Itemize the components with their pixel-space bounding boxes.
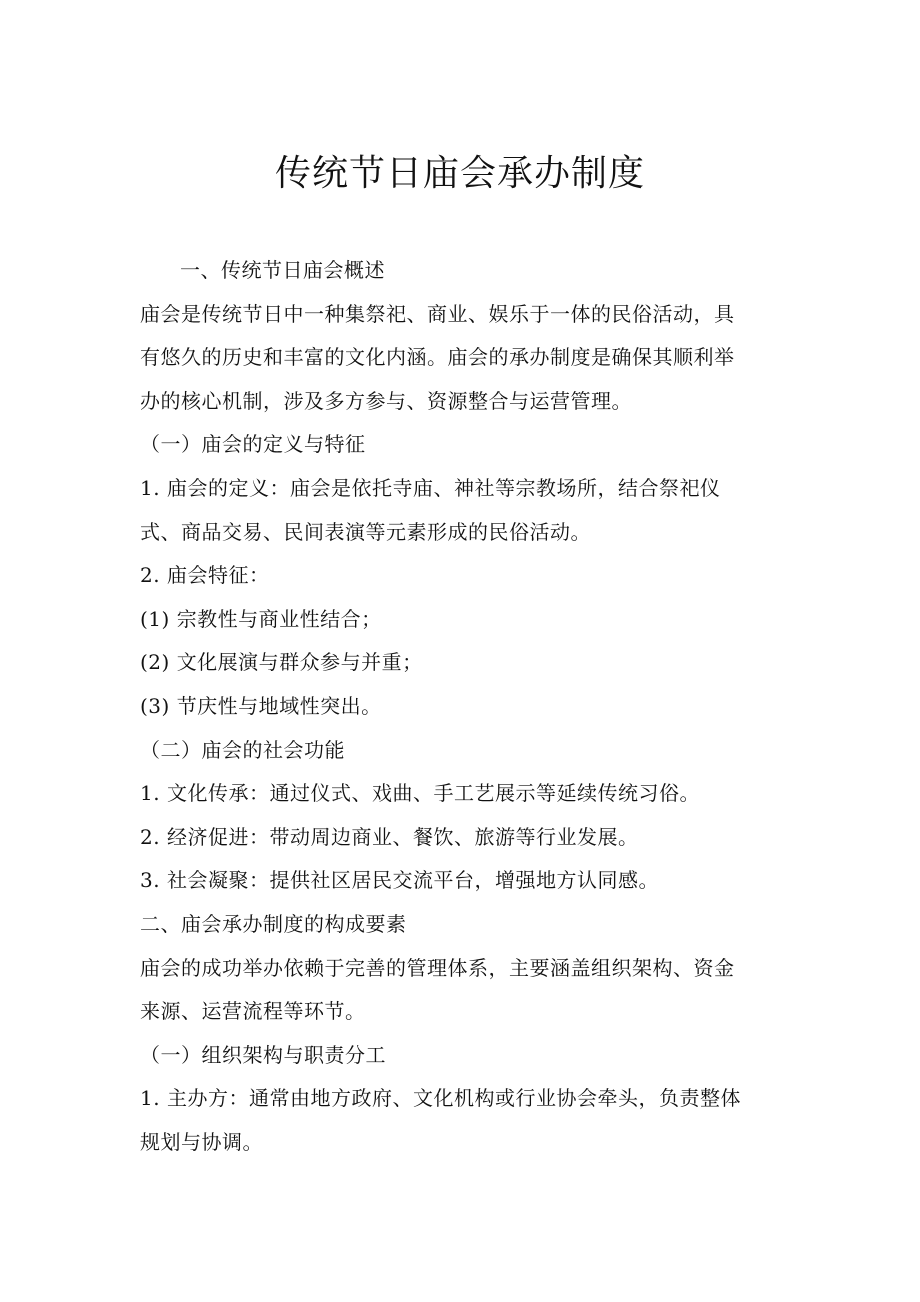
sub-list-item: (2) 文化展演与群众参与并重； (140, 650, 423, 675)
paragraph-line: 办的核心机制，涉及多方参与、资源整合与运营管理。 (140, 388, 632, 413)
paragraph-line: 来源、运营流程等环节。 (140, 999, 366, 1024)
paragraph-line: 庙会是传统节日中一种集祭祀、商业、娱乐于一体的民俗活动，具 (140, 301, 735, 326)
list-item: 2. 经济促进：带动周边商业、餐饮、旅游等行业发展。 (140, 824, 639, 849)
sub-list-item: (3) 节庆性与地域性突出。 (140, 693, 382, 718)
list-item-continuation: 式、商品交易、民间表演等元素形成的民俗活动。 (140, 519, 591, 544)
sub-list-item: (1) 宗教性与商业性结合； (140, 606, 382, 631)
list-item: 2. 庙会特征： (140, 563, 270, 588)
section-heading: 一、传统节日庙会概述 (180, 258, 385, 282)
list-item: 1. 庙会的定义：庙会是依托寺庙、神社等宗教场所，结合祭祀仪 (140, 475, 721, 500)
paragraph-line: 庙会的成功举办依赖于完善的管理体系，主要涵盖组织架构、资金 (140, 955, 735, 980)
document-body (140, 249, 784, 1164)
list-item: 3. 社会凝聚：提供社区居民交流平台，增强地方认同感。 (140, 868, 659, 893)
section-heading: 二、庙会承办制度的构成要素 (140, 911, 407, 936)
paragraph-line: 有悠久的历史和丰富的文化内涵。庙会的承办制度是确保其顺利举 (140, 345, 735, 370)
list-item: 1. 文化传承：通过仪式、戏曲、手工艺展示等延续传统习俗。 (140, 781, 700, 806)
subsection-heading: （一）庙会的定义与特征 (140, 432, 366, 457)
list-item: 1. 主办方：通常由地方政府、文化机构或行业协会牵头，负责整体 (140, 1086, 741, 1111)
subsection-heading: （一）组织架构与职责分工 (140, 1042, 386, 1067)
subsection-heading: （二）庙会的社会功能 (140, 737, 345, 762)
list-item-continuation: 规划与协调。 (140, 1129, 263, 1154)
document-title: 传统节日庙会承办制度 (274, 153, 645, 194)
